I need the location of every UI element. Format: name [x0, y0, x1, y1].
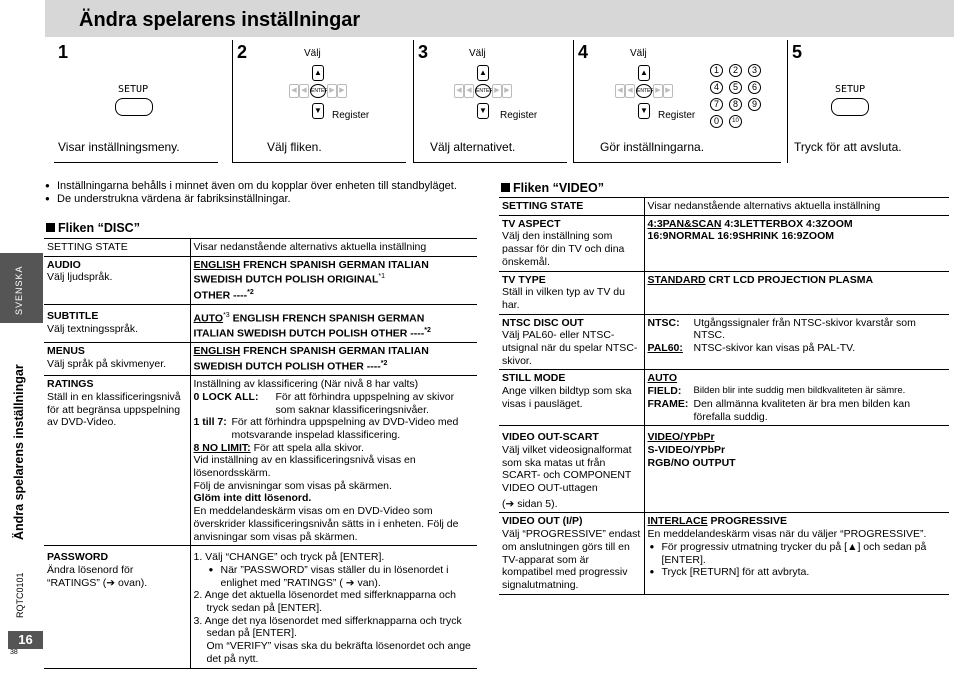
- step-number: 4: [578, 42, 589, 62]
- select-label: Välj: [304, 48, 321, 59]
- setting-name: PASSWORD: [47, 551, 109, 564]
- step-caption: Visar inställningsmeny.: [58, 140, 180, 154]
- down-arrow-icon: ▼: [477, 103, 489, 119]
- option-desc: För att spela alla skivor.: [253, 441, 364, 454]
- down-arrow-icon: ▼: [312, 103, 324, 119]
- step-5: [787, 40, 947, 163]
- option-key: 8 NO LIMIT:: [193, 441, 251, 454]
- note: ● Inställningarna behålls i minnet även om du kopplar över enheten till standbyläget.: [45, 180, 457, 192]
- setting-desc: Ställ in vilken typ av TV du har.: [502, 286, 625, 311]
- note: ● De understrukna värdena är fabriksinställningar.: [45, 193, 457, 205]
- header-cell: Visar nedanstående alternativs aktuella inställning: [644, 198, 949, 216]
- step-caption: Tryck för att avsluta.: [794, 140, 902, 154]
- option-key: FIELD:: [647, 385, 682, 398]
- left-arrow-icon: ◀: [625, 84, 635, 98]
- number-key-icon: 10: [729, 115, 742, 128]
- footnote-mark: *2: [424, 327, 431, 335]
- setting-desc: Ange vilken bildtyp som ska visas i pausläget.: [502, 385, 632, 410]
- up-arrow-icon: ▲: [638, 65, 650, 81]
- left-arrow-icon: ◀: [299, 84, 309, 98]
- footnote-mark: *2: [247, 288, 254, 296]
- setting-desc: Ställ in en klassificeringsnivå för att begränsa uppspelning av DVD-Video.: [47, 390, 181, 429]
- select-label: Välj: [630, 48, 647, 59]
- setting-name: NTSC DISC OUT: [502, 316, 584, 329]
- page-number-small: 38: [10, 649, 18, 656]
- step-1: [54, 40, 218, 163]
- setting-name: TV TYPE: [502, 273, 546, 286]
- right-arrow-icon: ▶: [663, 84, 673, 98]
- notes: [45, 180, 457, 206]
- left-arrow-icon: ◀: [289, 84, 299, 98]
- number-key-icon: 6: [748, 81, 761, 94]
- disc-heading: [46, 221, 140, 235]
- setting-desc: Ändra lösenord för “RATINGS” (➔ ovan).: [47, 563, 148, 589]
- option-values: 4:3LETTERBOX 4:3ZOOM: [721, 217, 853, 230]
- option-values: FRENCH SPANISH GERMAN ITALIAN: [240, 258, 429, 271]
- video-heading: [501, 181, 604, 195]
- step-caption: Välj fliken.: [267, 140, 322, 154]
- option-values: OTHER ----: [193, 289, 248, 302]
- setting-name: SUBTITLE: [47, 309, 99, 322]
- option-desc: Bilden blir inte suddig men bildkvaliteten är sämre.: [693, 385, 906, 397]
- option-values: 16:9NORMAL 16:9SHRINK 16:9ZOOM: [647, 230, 835, 243]
- left-arrow-icon: ◀: [454, 84, 464, 98]
- right-arrow-icon: ▶: [502, 84, 512, 98]
- footnote-mark: *1: [378, 273, 386, 281]
- default-value: ENGLISH: [193, 258, 241, 271]
- default-value: AUTO: [193, 312, 224, 325]
- option-key: NTSC:: [647, 316, 680, 329]
- disc-heading-text: Fliken “DISC”: [58, 221, 140, 235]
- up-arrow-icon: ▲: [477, 65, 489, 81]
- table-row: [499, 215, 949, 271]
- setting-name: RATINGS: [47, 378, 94, 391]
- password-step: 3. Ange det nya lösenordet med sifferknapparna och tryck sedan på [ENTER].: [193, 614, 462, 640]
- default-value: INTERLACE: [647, 515, 708, 528]
- ip-bullet: ● För progressiv utmatning trycker du på [▲] och sedan på [ENTER].: [648, 541, 947, 566]
- ratings-intro: Inställning av klassificering (När nivå 8 har valts): [193, 378, 419, 391]
- option-desc: För att förhindra uppspelning av DVD-Video med motsvarande inspelad klassificering.: [231, 416, 459, 441]
- square-bullet-icon: [46, 223, 55, 232]
- table-row: [499, 314, 949, 370]
- language-tab: [0, 253, 43, 323]
- number-key-icon: 8: [729, 98, 742, 111]
- table-row: [44, 343, 477, 376]
- register-label: Register: [500, 110, 538, 121]
- number-key-icon: 1: [710, 64, 723, 77]
- setting-ref: (➔ sidan 5).: [502, 497, 558, 510]
- footnote-mark: *3: [223, 311, 230, 319]
- default-value: AUTO: [647, 372, 678, 385]
- option-values: SWEDISH DUTCH POLISH ORIGINAL: [193, 273, 379, 286]
- option-values: ITALIAN SWEDISH DUTCH POLISH OTHER ----: [193, 327, 425, 340]
- enter-icon: ENTER: [636, 84, 652, 98]
- number-keys-icon: [710, 64, 764, 128]
- header-cell: SETTING STATE: [499, 198, 644, 216]
- footnote-mark: *2: [380, 359, 388, 367]
- document-code: RQTC0101: [15, 572, 25, 618]
- setup-button-icon: [831, 98, 869, 116]
- step-4: [573, 40, 781, 163]
- step-2: [232, 40, 406, 163]
- setting-desc: Välj “PROGRESSIVE” endast om anslutningen görs till en TV-apparat som är kompatibel med progressiv signalutmatning.: [502, 528, 641, 591]
- step-3: [413, 40, 567, 163]
- setup-label: SETUP: [835, 84, 866, 95]
- option-desc: För att förhindra uppspelning av skivor som saknar klassificeringsnivåer.: [275, 390, 455, 416]
- step-number: 5: [792, 42, 803, 62]
- number-key-icon: 7: [710, 98, 723, 111]
- setting-name: AUDIO: [47, 258, 81, 271]
- option-desc: Utgångssignaler från NTSC-skivor kvarstår som NTSC.: [693, 316, 916, 342]
- option-values: SWEDISH DUTCH POLISH OTHER ----: [193, 360, 381, 373]
- number-key-icon: 9: [748, 98, 761, 111]
- option-key: FRAME:: [647, 397, 689, 410]
- number-key-icon: 5: [729, 81, 742, 94]
- table-row: [499, 198, 949, 216]
- ratings-text: En meddelandeskärm visas om en DVD-Video som överskrider klassificeringsnivån sätts in i enheten. Följ de anvisningar som visas på skärmen.: [193, 505, 459, 543]
- option-desc: Den allmänna kvaliteten är bra men bilden kan förefalla suddig.: [693, 397, 911, 423]
- setting-name: MENUS: [47, 345, 85, 358]
- left-arrow-icon: ◀: [464, 84, 474, 98]
- table-row: [499, 370, 949, 426]
- option-desc: NTSC-skivor kan visas på PAL-TV.: [693, 342, 856, 355]
- right-arrow-icon: ▶: [337, 84, 347, 98]
- ip-bullet: ● Tryck [RETURN] för att avbryta.: [648, 566, 947, 579]
- up-arrow-icon: ▲: [312, 65, 324, 81]
- table-row: [499, 426, 949, 513]
- table-row: [499, 271, 949, 314]
- step-caption: Välj alternativet.: [430, 140, 516, 154]
- select-label: Välj: [469, 48, 486, 59]
- default-value: STANDARD: [647, 273, 706, 286]
- option-key: 1 till 7:: [193, 416, 227, 429]
- setup-label: SETUP: [118, 84, 149, 95]
- password-step: Om “VERIFY” visas ska du bekräfta lösenordet och ange det på nytt.: [206, 640, 471, 665]
- video-heading-text: Fliken “VIDEO”: [513, 181, 604, 195]
- header-cell: Visar nedanstående alternativs aktuella inställning: [190, 239, 477, 257]
- right-arrow-icon: ▶: [653, 84, 663, 98]
- option-values: S-VIDEO/YPbPr: [647, 443, 726, 456]
- password-step: 2. Ange det aktuella lösenordet med sifferknapparna och tryck sedan på [ENTER].: [193, 589, 456, 615]
- right-arrow-icon: ▶: [492, 84, 502, 98]
- setting-desc: Välj PAL60- eller NTSC-utsignal när du spelar NTSC-skivor.: [502, 329, 638, 367]
- title-bar: [45, 0, 954, 37]
- step-number: 1: [58, 42, 69, 62]
- ip-text: En meddelandeskärm visas när du väljer “PROGRESSIVE”.: [647, 528, 927, 541]
- page-title: Ändra spelarens inställningar: [79, 9, 361, 31]
- password-bullet: ● När ”PASSWORD” visas ställer du in lösenordet i enlighet med ”RATINGS” ( ➔ van).: [207, 564, 475, 589]
- option-key: 0 LOCK ALL:: [193, 390, 259, 403]
- default-value: 4:3PAN&SCAN: [647, 217, 722, 230]
- side-title: Ändra spelarens inställningar: [12, 364, 26, 540]
- page-number: 16: [8, 631, 43, 649]
- enter-icon: ENTER: [475, 84, 491, 98]
- setting-desc: Välj den inställning som passar för din TV och dina önskemål.: [502, 230, 625, 268]
- option-values: ENGLISH FRENCH SPANISH GERMAN: [229, 312, 425, 325]
- option-values: CRT LCD PROJECTION PLASMA: [705, 273, 874, 286]
- option-values: RGB/NO OUTPUT: [647, 456, 736, 469]
- setup-button-icon: [115, 98, 153, 116]
- table-row: [44, 546, 477, 668]
- table-row: [44, 256, 477, 304]
- square-bullet-icon: [501, 183, 510, 192]
- ratings-text: Följ de anvisningar som visas på skärmen.: [193, 479, 392, 492]
- header-cell: SETTING STATE: [44, 239, 190, 257]
- number-key-icon: 3: [748, 64, 761, 77]
- step-number: 3: [418, 42, 429, 62]
- setting-name: VIDEO OUT (I/P): [502, 515, 583, 528]
- number-key-icon: 2: [729, 64, 742, 77]
- down-arrow-icon: ▼: [638, 103, 650, 119]
- setting-name: TV ASPECT: [502, 217, 561, 230]
- step-caption: Gör inställningarna.: [600, 140, 705, 154]
- setting-name: STILL MODE: [502, 372, 566, 385]
- video-table: [499, 197, 949, 595]
- step-number: 2: [237, 42, 248, 62]
- setting-desc: Välj språk på skivmenyer.: [47, 357, 167, 370]
- right-arrow-icon: ▶: [327, 84, 337, 98]
- ratings-text: Vid inställning av en klassificeringsnivå visas en lösenordsskärm.: [193, 454, 416, 480]
- table-row: [44, 376, 477, 546]
- table-row: [44, 239, 477, 257]
- register-label: Register: [658, 110, 696, 121]
- number-key-icon: 0: [710, 115, 723, 128]
- setting-desc: Välj vilket videosignalformat som ska matas ut från SCART- och COMPONENT VIDEO OUT-uttagen: [502, 443, 632, 495]
- default-value: ENGLISH: [193, 345, 241, 358]
- disc-table: [44, 238, 477, 669]
- language-label: SVENSKA: [14, 265, 24, 315]
- left-arrow-icon: ◀: [615, 84, 625, 98]
- ratings-warning: Glöm inte ditt lösenord.: [193, 492, 312, 505]
- table-row: [44, 304, 477, 342]
- setting-desc: Välj ljudspråk.: [47, 271, 113, 284]
- default-value: VIDEO/YPbPr: [647, 431, 715, 444]
- table-row: [499, 513, 949, 594]
- setting-desc: Välj textningsspråk.: [47, 322, 139, 335]
- setting-name: VIDEO OUT-SCART: [502, 431, 599, 444]
- password-step: 1. Välj “CHANGE” och tryck på [ENTER].: [193, 551, 385, 564]
- option-values: PROGRESSIVE: [707, 515, 787, 528]
- number-key-icon: 4: [710, 81, 723, 94]
- enter-icon: ENTER: [310, 84, 326, 98]
- option-values: FRENCH SPANISH GERMAN ITALIAN: [240, 345, 429, 358]
- register-label: Register: [332, 110, 370, 121]
- option-key: PAL60:: [647, 342, 683, 355]
